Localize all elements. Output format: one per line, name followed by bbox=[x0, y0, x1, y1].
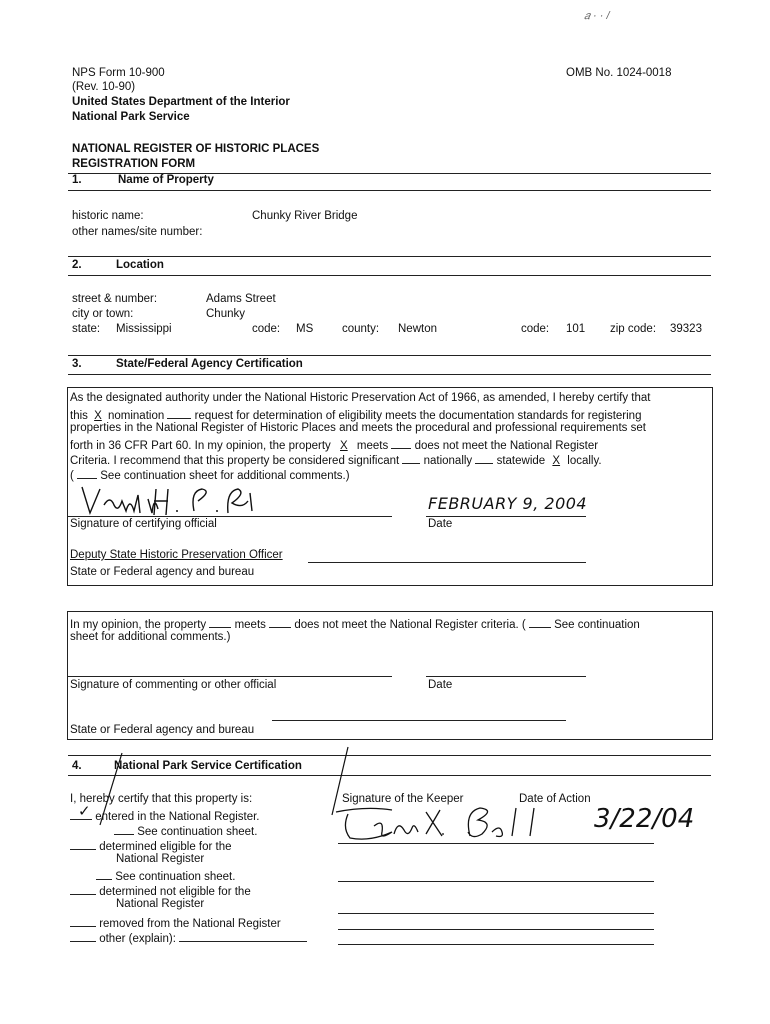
cert-locally: locally. bbox=[567, 455, 602, 467]
county-code-value: 101 bbox=[566, 323, 586, 335]
certifying-date-handwritten: FEBRUARY 9, 2004 bbox=[428, 494, 588, 513]
section4-number: 4. bbox=[72, 760, 82, 772]
determination-request-check[interactable] bbox=[167, 407, 191, 419]
cert-line-4 bbox=[70, 437, 598, 452]
keeper-signature-line bbox=[338, 843, 654, 844]
action-date-handwritten: 3/22/04 bbox=[594, 804, 695, 834]
opinion-not-meet: does not meet the National Register criteria. ( bbox=[294, 619, 526, 631]
option-not-eligible bbox=[70, 883, 251, 898]
section1-number: 1. bbox=[72, 174, 82, 186]
eligible-signature-line bbox=[338, 881, 654, 882]
certifying-signature-line bbox=[68, 516, 392, 517]
nomination-check[interactable]: X bbox=[94, 410, 102, 422]
section1-bottom-rule bbox=[68, 190, 711, 191]
section1-heading: Name of Property bbox=[118, 174, 214, 186]
option-entered-label: entered in the National Register. bbox=[95, 811, 260, 823]
certifying-date-line bbox=[426, 516, 586, 517]
state-label: state: bbox=[72, 323, 101, 335]
agency-bureau-label: State or Federal agency and bureau bbox=[70, 566, 255, 578]
county-code-label: code: bbox=[521, 323, 550, 335]
section3-top-rule bbox=[68, 355, 711, 356]
comment-date-label: Date bbox=[428, 679, 453, 691]
nationally-check[interactable] bbox=[402, 452, 420, 464]
street-label: street & number: bbox=[72, 293, 158, 305]
city-label: city or town: bbox=[72, 308, 134, 320]
entered-check[interactable] bbox=[70, 803, 92, 820]
street-value: Adams Street bbox=[206, 293, 276, 305]
historic-name-label: historic name: bbox=[72, 210, 144, 222]
section3-number: 3. bbox=[72, 358, 82, 370]
form-subtitle: REGISTRATION FORM bbox=[72, 158, 196, 170]
cert-line-6 bbox=[70, 467, 350, 482]
cert-line-1: As the designated authority under the National Historic Preservation Act of 1966, as amended, I hereby certify that bbox=[70, 392, 651, 404]
option-not-eligible-register: National Register bbox=[116, 898, 205, 910]
continuation-sheet-check[interactable] bbox=[77, 467, 97, 479]
other-explain-line[interactable] bbox=[179, 930, 307, 942]
cert-line-5 bbox=[70, 452, 602, 467]
opinion-line-1 bbox=[70, 616, 640, 631]
service-name: National Park Service bbox=[72, 111, 190, 123]
cert-continuation: See continuation sheet for additional comments.) bbox=[100, 470, 350, 482]
section2-bottom-rule bbox=[68, 275, 711, 276]
certifying-date-label: Date bbox=[428, 518, 453, 530]
removed-check[interactable] bbox=[70, 915, 96, 927]
option-eligible-label: determined eligible for the bbox=[99, 841, 232, 853]
certifying-signature-label: Signature of certifying official bbox=[70, 518, 217, 530]
cert-this: this bbox=[70, 410, 88, 422]
county-value: Newton bbox=[398, 323, 437, 335]
opinion-text: In my opinion, the property bbox=[70, 619, 207, 631]
omb-number: OMB No. 1024-0018 bbox=[566, 67, 672, 79]
option-removed bbox=[70, 915, 281, 930]
historic-name-value: Chunky River Bridge bbox=[252, 210, 358, 222]
section3-heading: State/Federal Agency Certification bbox=[116, 358, 303, 370]
form-number: NPS Form 10-900 bbox=[72, 67, 165, 79]
state-value: Mississippi bbox=[116, 323, 172, 335]
option-eligible bbox=[70, 838, 232, 853]
other-names-label: other names/site number: bbox=[72, 226, 203, 238]
corner-mark: 𝑎 · · / bbox=[584, 10, 610, 22]
eligible-continuation-check[interactable] bbox=[96, 868, 112, 880]
county-label: county: bbox=[342, 323, 380, 335]
state-code-value: MS bbox=[296, 323, 314, 335]
opinion-meets-check[interactable] bbox=[209, 616, 231, 628]
other-check[interactable] bbox=[70, 930, 96, 942]
option-removed-label: removed from the National Register bbox=[99, 918, 281, 930]
cert-nomination: nomination bbox=[107, 410, 165, 422]
certifying-signature bbox=[78, 483, 268, 517]
form-revision: (Rev. 10-90) bbox=[72, 81, 136, 93]
option-eligible-register: National Register bbox=[116, 853, 205, 865]
other-signature-line bbox=[338, 944, 654, 945]
opinion-not-meet-check[interactable] bbox=[269, 616, 291, 628]
section3-bottom-rule bbox=[68, 374, 711, 375]
cert-line-2 bbox=[70, 407, 641, 422]
official-title-line bbox=[308, 562, 586, 563]
opinion-meets: meets bbox=[234, 619, 266, 631]
keeper-signature-label: Signature of the Keeper bbox=[342, 793, 464, 805]
cert-does-not-meet: does not meet the National Register bbox=[414, 440, 599, 452]
comment-agency-label: State or Federal agency and bureau bbox=[70, 724, 255, 736]
locally-check[interactable]: X bbox=[552, 455, 561, 467]
form-title: NATIONAL REGISTER OF HISTORIC PLACES bbox=[72, 143, 320, 155]
zip-label: zip code: bbox=[610, 323, 657, 335]
certifying-official-title: Deputy State Historic Preservation Officer bbox=[70, 549, 283, 561]
cert-line-3: properties in the National Register of Historic Places and meets the procedural and professional requirements set bbox=[70, 422, 646, 434]
state-code-label: code: bbox=[252, 323, 281, 335]
opinion-line-2: sheet for additional comments.) bbox=[70, 631, 231, 643]
entered-continuation-check[interactable] bbox=[114, 823, 134, 835]
eligible-check[interactable] bbox=[70, 838, 96, 850]
cert-paren: ( bbox=[70, 470, 74, 482]
cert-statewide: statewide bbox=[496, 455, 546, 467]
removed-signature-line bbox=[338, 929, 654, 930]
meets-check[interactable]: X bbox=[340, 440, 348, 452]
cert-nationally: nationally bbox=[423, 455, 473, 467]
nps-cert-intro: I, hereby certify that this property is: bbox=[70, 793, 253, 805]
cert-meets: meets bbox=[356, 440, 389, 452]
section2-number: 2. bbox=[72, 259, 82, 271]
comment-date-line bbox=[426, 676, 586, 677]
entered-checkmark-icon: ✓ bbox=[78, 803, 91, 820]
section2-top-rule bbox=[68, 256, 711, 257]
eligible-continuation-label: See continuation sheet. bbox=[115, 871, 236, 883]
option-entered-continuation bbox=[114, 823, 257, 838]
option-eligible-continuation bbox=[96, 868, 235, 883]
not-eligible-check[interactable] bbox=[70, 883, 96, 895]
comment-signature-label: Signature of commenting or other official bbox=[70, 679, 277, 691]
comment-agency-line bbox=[272, 720, 566, 721]
section4-heading: National Park Service Certification bbox=[114, 760, 302, 772]
statewide-check[interactable] bbox=[475, 452, 493, 464]
opinion-continuation-check[interactable] bbox=[529, 616, 551, 628]
city-value: Chunky bbox=[206, 308, 245, 320]
option-not-eligible-label: determined not eligible for the bbox=[99, 886, 251, 898]
option-other bbox=[70, 930, 307, 945]
zip-value: 39323 bbox=[670, 323, 702, 335]
section2-heading: Location bbox=[116, 259, 164, 271]
does-not-meet-check[interactable] bbox=[391, 437, 411, 449]
comment-signature-line bbox=[68, 676, 392, 677]
not-eligible-signature-line bbox=[338, 913, 654, 914]
option-other-label: other (explain): bbox=[99, 933, 176, 945]
option-entered bbox=[70, 803, 260, 823]
date-of-action-label: Date of Action bbox=[519, 793, 591, 805]
opinion-continuation: See continuation bbox=[554, 619, 640, 631]
cert-recommend-text: Criteria. I recommend that this property be considered significant bbox=[70, 455, 400, 467]
cert-request-text: request for determination of eligibility meets the documentation standards for registering bbox=[194, 410, 642, 422]
department-name: United States Department of the Interior bbox=[72, 96, 290, 108]
cert-opinion-text: forth in 36 CFR Part 60. In my opinion, the property bbox=[70, 440, 331, 452]
entered-continuation-label: See continuation sheet. bbox=[137, 826, 258, 838]
keeper-signature bbox=[330, 804, 560, 846]
